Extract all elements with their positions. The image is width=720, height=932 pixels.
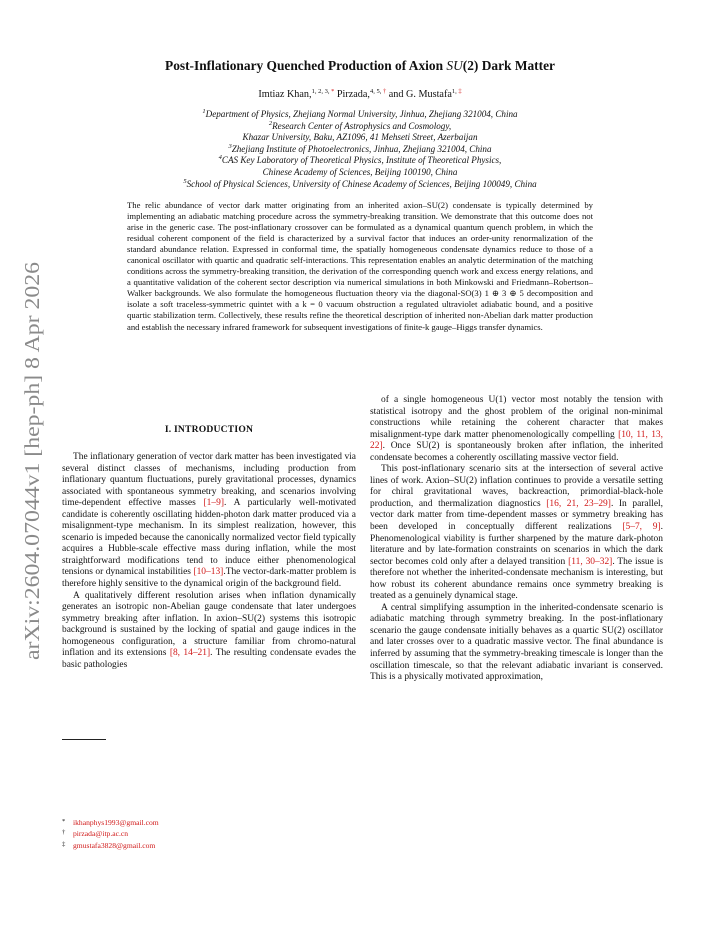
- author-email-mark: †: [382, 88, 387, 95]
- left-column: [62, 452, 356, 671]
- affiliation-text: Khazar University, Baku, AZ1096, 41 Mehseti Street, Azerbaijan: [242, 132, 478, 143]
- affiliation-text: Chinese Academy of Sciences, Beijing 100190, China: [262, 166, 458, 177]
- footnote: [62, 840, 356, 851]
- affiliation-sup: 5: [183, 177, 187, 185]
- body-text: . In parallel, vector dark matter from time-dependent masses or symmetry breaking has been developed in conceptually different realizations: [370, 498, 664, 533]
- affiliation-list: [60, 109, 660, 190]
- body-text: .The vector-dark-matter problem is therefore highly sensitive to the dynamical origin of the background field.: [62, 567, 357, 590]
- body-text: A central simplifying assumption in the inherited-condensate scenario is adiabatic matching through symmetry breaking. In the post-inflationary scenario the gauge condensate initially behaves as a quartic SU(2) oscillator and later crosses over to a quadratic massive vector. The final abundance is inferred by assuming that the symmetry-breaking timescale is longer than the oscillation timescale, so that the relevant adiabatic invariant is conserved. This is a physically motivated approximation,: [370, 602, 663, 683]
- abstract: The relic abundance of vector dark matter originating from an inherited axion–SU(2) condensate is typically determined by implementing an adiabatic matching procedure across the symmetry-breaking transition. We demonstrate that this outcome does not arise in the generic case. The post-inflationary crossover can be formulated as a dynamical quantum quench problem, in which the residual coherent component of the field is characterized by a survival factor that induces an order-unity renormalization of the standard abundance relation. Expressed in conformal time, the spatially homogeneous condensate dynamics reduce to those of a canonical oscillator with quartic and quadratic self-interactions. This representation enables an analytic determination of the matching conditions across the symmetry-breaking transition, the derivation of the corresponding quench work and excess energy relations, and a quantitative validation of the coherent sector description via numerical simulations in both Minkowski and Friedmann–Robertson–Walker backgrounds. We also formulate the homogeneous fluctuation theory via the diagonal-SO(3) 1 ⊕ 3 ⊕ 5 decomposition and isolate a soft traceless-symmetric quintet with a k = 0 vacuum obstruction a regulated ultraviolet adiabatic bound, and a positive quartic stabilization term. Collectively, these results refine the theoretical description of inherited non-Abelian dark matter production and establish the necessary infrared framework for subsequent investigations of finite-k gauge–Higgs transfer dynamics.: [127, 200, 593, 332]
- affiliation-text: Research Center of Astrophysics and Cosmology,: [272, 120, 452, 131]
- citation: [5–7, 9]: [622, 522, 661, 533]
- paper-title: [60, 58, 660, 74]
- affiliation-text: School of Physical Sciences, University of Chinese Academy of Sciences, Beijing 100049, China: [186, 178, 537, 189]
- body-text: . Once SU(2) is spontaneously broken after inflation, the inherited condensate becomes a coherently oscillating massive vector field.: [370, 441, 663, 463]
- affiliation-text: Department of Physics, Zhejiang Normal University, Jinhua, Zhejiang 321004, China: [205, 109, 518, 119]
- body-text: . The resulting condensate evades the basic pathologies: [62, 648, 356, 670]
- title-math: SU: [446, 58, 463, 73]
- author-separator: and: [386, 89, 407, 100]
- body-text: A qualitatively different resolution arises when inflation dynamically generates an isotropic non-Abelian gauge condensate that later undergoes symmetry breaking after inflation. In axion–SU(2) systems this isotropic background is sustained by the locking of spatial and gauge indices in the homogeneous configuration, a structure familiar from chromo-natural inflation and its extensions: [62, 590, 356, 659]
- citation: [10–13]: [193, 567, 224, 578]
- footnote-rule: [62, 739, 106, 740]
- citation: [10, 11, 13, 22]: [370, 429, 664, 452]
- author-email-mark: ‡: [458, 88, 462, 95]
- body-text: of a single homogeneous U(1) vector most notably the tension with statistical isotropy and the ghost problem of the original non-minimal constructions while retaining the coherent character that makes misalignment-type dark matter phenomenologically compelling: [370, 395, 663, 440]
- section-heading-introduction: I. INTRODUCTION: [164, 424, 254, 435]
- body-text: This post-inflationary scenario sits at the intersection of several active lines of work. Axion–SU(2) inflation continues to provide a versatile setting for chiral gravitational waves, backreaction, primordial-black-hole production, and thermalization diagnostics: [370, 464, 663, 509]
- paragraph: [62, 452, 356, 591]
- affiliation-sup: 3: [228, 142, 232, 150]
- affiliation-sup: 1: [202, 108, 206, 115]
- author-affil-sup: [452, 88, 462, 95]
- author-email-mark: *: [331, 88, 335, 95]
- footnote-email-link[interactable]: pirzada@itp.ac.cn: [73, 829, 129, 839]
- paragraph: [370, 603, 663, 684]
- body-text: . The issue is therefore not whether the inherited-condensate mechanism is interesting, but how robust its coherent abundance remains once symmetry breaking is treated as a genuinely dynamical stage.: [370, 556, 664, 602]
- author-affil-sup: [312, 88, 335, 95]
- arxiv-stamp-text: arXiv:2604.07044v1 [hep-ph] 8 Apr 2026: [20, 308, 44, 660]
- body-text: . Phenomenological viability is further sharpened by the mature dark-photon literature and by late-formation constraints on scenarios in which the dark sector becomes cold only after a delayed transition: [370, 522, 663, 567]
- paragraph: [370, 395, 663, 464]
- author-list: [60, 89, 660, 100]
- footnote-mark: *: [62, 818, 66, 825]
- title-math-tail: (2): [462, 58, 479, 73]
- arxiv-stamp-svg: [8, 262, 52, 662]
- affiliation-line: [60, 132, 660, 144]
- affiliation-line: [60, 155, 660, 167]
- paragraph: [370, 464, 663, 603]
- paragraph: [62, 591, 356, 672]
- affiliation-text: Zhejiang Institute of Photoelectronics, Jinhua, Zhejiang 321004, China: [231, 143, 492, 154]
- author-affil-numbers: 1, 2, 3,: [311, 88, 332, 95]
- affiliation-line: [60, 144, 660, 156]
- citation: [1–9]: [203, 498, 224, 509]
- footnote-email-link[interactable]: ikhanphys1993@gmail.com: [73, 818, 159, 827]
- author-name: Imtiaz Khan,: [258, 89, 312, 100]
- footnote-mark: †: [62, 829, 66, 837]
- right-column: [370, 395, 663, 684]
- author-affil-numbers: 4, 5,: [369, 88, 383, 95]
- citation: [11, 30–32]: [568, 556, 613, 567]
- citation: [16, 21, 23–29]: [546, 498, 611, 509]
- author-name: Pirzada,: [336, 89, 370, 100]
- affiliation-sup: 4: [218, 154, 222, 162]
- affiliation-line: [60, 121, 660, 133]
- author-name: G. Mustafa: [406, 89, 452, 100]
- body-text: The inflationary generation of vector dark matter has been investigated via several distinct classes of mechanisms, including production from inflationary quantum fluctuations, purely gravitational processes, dynamics associated with spontaneous symmetry breaking, and scenarios involving time-dependent effective masses: [62, 452, 356, 509]
- author-affil-numbers: 1,: [451, 88, 459, 95]
- author-affil-sup: [370, 88, 386, 95]
- title-text: Post-Inflationary Quenched Production of Axion: [165, 58, 447, 73]
- affiliation-line: [60, 109, 660, 121]
- footnote-email-link[interactable]: gmustafa3828@gmail.com: [73, 840, 156, 850]
- affiliation-text: CAS Key Laboratory of Theoretical Physics, Institute of Theoretical Physics,: [221, 155, 502, 166]
- footnote-mark: ‡: [62, 840, 66, 848]
- footnote: [62, 817, 356, 828]
- citation: [8, 14–21]: [169, 648, 211, 659]
- arxiv-stamp: [8, 262, 52, 662]
- body-text: . A particularly well-motivated candidate is coherently oscillating hidden-photon dark matter produced via a misalignment-type mechanism. In its simplest realization, however, this scenario is impeded because the canonically normalized vector field typically acquires a Hubble-scale effective mass during inflation, while the most straightforward modifications tend to induce either phenomenological tensions or dynamical instabilities: [62, 498, 356, 578]
- affiliation-line: [60, 179, 660, 191]
- affiliation-sup: 2: [268, 119, 273, 127]
- footnote-list: [62, 817, 356, 851]
- title-suffix: Dark Matter: [478, 58, 555, 73]
- footnote: [62, 828, 356, 839]
- affiliation-line: [60, 167, 660, 179]
